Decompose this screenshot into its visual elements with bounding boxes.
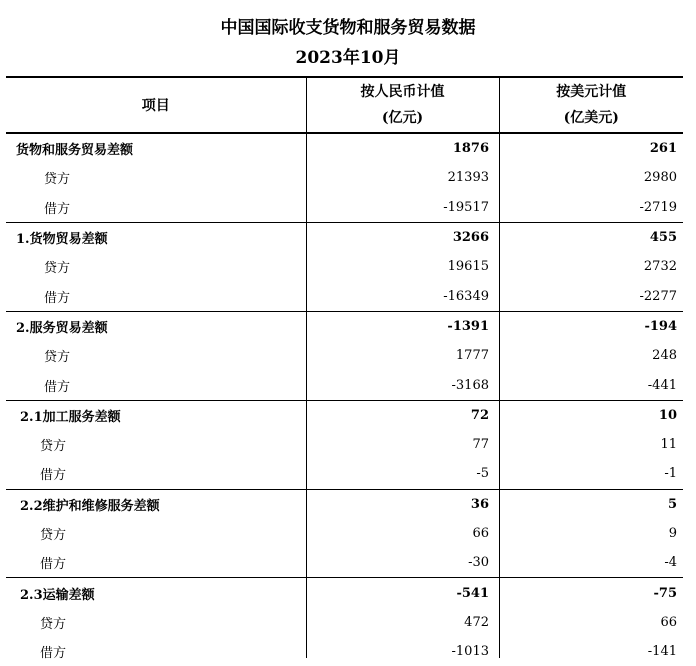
table-row — [6, 578, 683, 608]
row-rmb-value: 66 — [472, 526, 489, 541]
row-usd-value: -4 — [664, 555, 677, 571]
table-row — [6, 222, 683, 252]
row-rmb-value: 3266 — [306, 222, 499, 252]
row-label: 贷方 — [44, 172, 71, 188]
row-usd-value: 9 — [668, 526, 677, 541]
table-header-row — [6, 77, 683, 133]
row-label: 贷方 — [44, 261, 71, 277]
row-rmb-value: -19517 — [443, 199, 489, 215]
row-rmb-value: 72 — [306, 400, 499, 430]
header-item-label: 项目 — [141, 98, 170, 114]
row-label: 2.3运输差额 — [6, 578, 306, 608]
row-label: 货物和服务贸易差额 — [16, 143, 134, 159]
row-label: 2.1加工服务差额 — [6, 400, 306, 430]
row-usd-value: -2719 — [639, 199, 677, 215]
row-rmb-value: -1391 — [306, 311, 499, 341]
row-label: 贷方 — [44, 350, 71, 366]
row-rmb-value: -3168 — [451, 377, 489, 393]
row-rmb-value: -16349 — [443, 288, 489, 304]
table-row — [6, 252, 683, 281]
row-label: 2.服务贸易差额 — [6, 311, 306, 341]
header-rmb-unit: (亿元) — [381, 110, 424, 126]
table-row — [6, 133, 683, 163]
header-usd-unit: (亿美元) — [563, 110, 619, 126]
row-label: 贷方 — [40, 528, 67, 543]
row-label: 借方 — [40, 468, 67, 484]
row-rmb-value: 19615 — [447, 259, 489, 275]
row-label: 借方 — [44, 290, 71, 306]
row-usd-value: 10 — [499, 400, 683, 430]
row-rmb-value: -1013 — [451, 644, 489, 660]
row-usd-value: 261 — [649, 141, 677, 157]
table-row — [6, 193, 683, 223]
row-label: 贷方 — [40, 616, 67, 632]
header-usd-label: 按美元计值 — [556, 84, 627, 100]
header-rmb-label: 按人民币计值 — [360, 84, 445, 100]
row-label: 借方 — [40, 557, 67, 573]
row-usd-value: 2732 — [643, 259, 677, 275]
table-row — [6, 519, 683, 548]
row-usd-value: -141 — [647, 644, 677, 660]
page-subtitle: 2023年10月 — [295, 48, 401, 68]
table-row — [6, 311, 683, 341]
row-label: 贷方 — [40, 439, 67, 455]
row-usd-value: 2980 — [643, 170, 677, 186]
row-label: 借方 — [40, 646, 67, 662]
row-usd-value: -194 — [499, 311, 683, 341]
table-row — [6, 637, 683, 666]
header-rmb — [306, 77, 499, 133]
table-row — [6, 430, 683, 459]
row-label: 借方 — [44, 379, 71, 395]
row-rmb-value: 1876 — [452, 141, 489, 157]
trade-data-table — [6, 76, 683, 666]
table-row — [6, 489, 683, 519]
row-usd-value: 5 — [499, 489, 683, 519]
column-divider-right — [499, 76, 500, 658]
row-usd-value: 455 — [499, 222, 683, 252]
table-body — [6, 133, 683, 666]
row-rmb-value: -541 — [306, 578, 499, 608]
row-usd-value: -1 — [664, 466, 677, 482]
row-rmb-value: 77 — [472, 437, 489, 453]
table-row — [6, 459, 683, 489]
row-rmb-value: 36 — [306, 489, 499, 519]
header-usd — [499, 77, 683, 133]
row-usd-value: -75 — [499, 578, 683, 608]
row-usd-value: -2277 — [639, 288, 677, 304]
column-divider-left — [306, 76, 307, 658]
row-usd-value: 248 — [652, 348, 677, 364]
table-row — [6, 608, 683, 637]
table-row — [6, 400, 683, 430]
table-row — [6, 281, 683, 311]
row-label: 1.货物贸易差额 — [6, 222, 306, 252]
row-rmb-value: -30 — [468, 555, 489, 571]
row-rmb-value: 21393 — [447, 170, 489, 186]
row-rmb-value: -5 — [476, 466, 489, 482]
row-rmb-value: 1777 — [455, 348, 489, 364]
table-row — [6, 548, 683, 578]
header-item — [6, 77, 306, 133]
row-usd-value: -441 — [647, 377, 677, 393]
table-row — [6, 341, 683, 370]
page-title: 中国国际收支货物和服务贸易数据 — [220, 18, 476, 38]
table-row — [6, 370, 683, 400]
table-row — [6, 163, 683, 192]
row-rmb-value: 472 — [464, 614, 489, 630]
row-label: 2.2维护和维修服务差额 — [6, 489, 306, 519]
row-usd-value: 66 — [660, 614, 677, 630]
row-usd-value: 11 — [660, 437, 677, 453]
row-label: 借方 — [44, 201, 71, 217]
